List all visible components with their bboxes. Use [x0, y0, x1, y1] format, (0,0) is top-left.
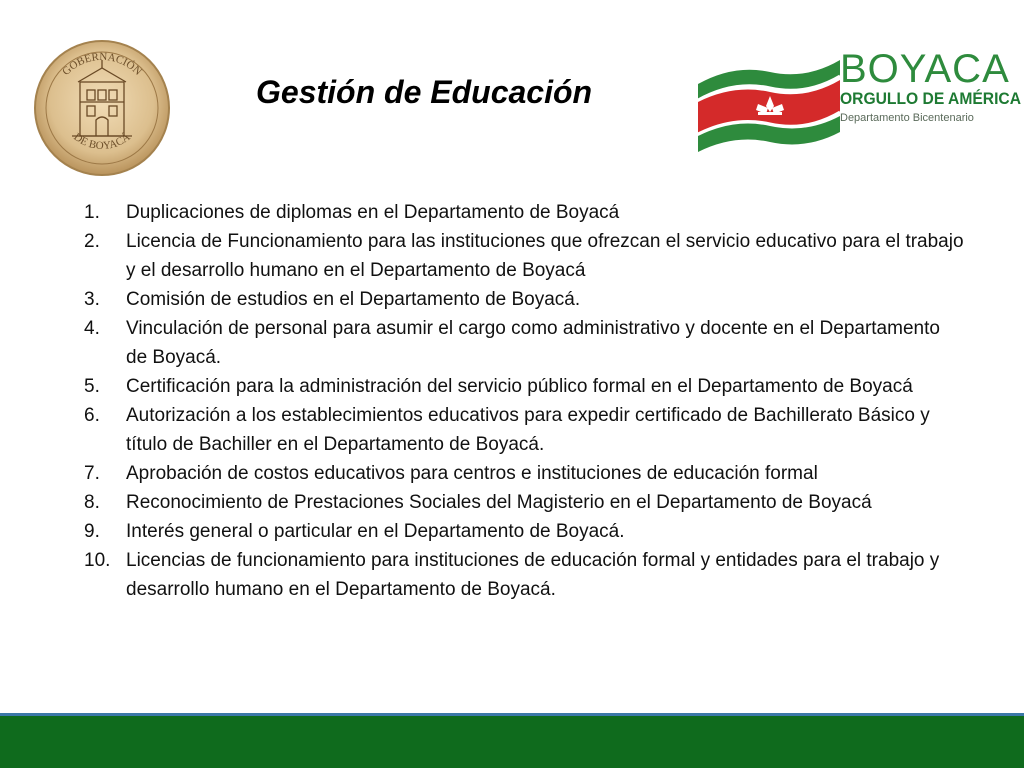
list-item-number: 3. [84, 289, 100, 310]
list-item-text: Reconocimiento de Prestaciones Sociales del Magisterio en el Departamento de Boyacá [126, 492, 872, 513]
list-item-number: 4. [84, 318, 100, 339]
list-item-text: Duplicaciones de diplomas en el Departamento de Boyacá [126, 202, 620, 223]
list-item-number: 1. [84, 202, 100, 223]
boyaca-logo [694, 46, 1022, 162]
boyaca-logo-text [840, 47, 1022, 126]
brand-subtitle: Departamento Bicentenario [840, 112, 974, 124]
brand-name: BOYACA [840, 47, 1010, 91]
slide-title: Gestión de Educación [256, 74, 593, 110]
list-item-number: 5. [84, 376, 100, 397]
list-item-number: 7. [84, 463, 100, 484]
list-item-number: 9. [84, 521, 100, 542]
list-item [84, 488, 964, 517]
list-item [84, 314, 964, 372]
list-item [84, 459, 964, 488]
footer-band [0, 716, 1024, 768]
brand-slogan: ORGULLO DE AMÉRICA [840, 89, 1022, 108]
list-item-number: 10. [84, 550, 111, 571]
list-item-text: Certificación para la administración del servicio público formal en el Departamento de Boyacá [126, 376, 913, 397]
list-item [84, 285, 964, 314]
list-item [84, 227, 964, 285]
list-item [84, 517, 964, 546]
list-item-text: Vinculación de personal para asumir el cargo como administrativo y docente en el Departamento de Boyacá. [126, 318, 940, 368]
list-item-text: Autorización a los establecimientos educativos para expedir certificado de Bachillerato Básico y título de Bachiller en el Departamento de Boyacá. [126, 405, 930, 455]
gobernacion-seal-icon [32, 38, 172, 178]
list-item [84, 372, 964, 401]
list-item-text: Licencias de funcionamiento para instituciones de educación formal y entidades para el trabajo y desarrollo humano en el Departamento de Boyacá. [126, 550, 940, 600]
boyaca-flag-icon [694, 46, 844, 162]
list-item-text: Licencia de Funcionamiento para las instituciones que ofrezcan el servicio educativo para el trabajo y el desarrollo humano en el Departamento de Boyacá [126, 231, 964, 281]
list-item-number: 2. [84, 231, 100, 252]
seal-text-bottom: DE BOYACÁ [71, 130, 133, 153]
list-item-text: Interés general o particular en el Departamento de Boyacá. [126, 521, 625, 542]
list-item-text: Comisión de estudios en el Departamento de Boyacá. [126, 289, 581, 310]
list-item-number: 8. [84, 492, 100, 513]
list-item-text: Aprobación de costos educativos para centros e instituciones de educación formal [126, 463, 818, 484]
seal-text-top: GOBERNACIÓN [60, 50, 144, 78]
list-item [84, 198, 964, 227]
list-item [84, 546, 964, 604]
list-item [84, 401, 964, 459]
list-item-number: 6. [84, 405, 100, 426]
procedure-list [84, 198, 964, 604]
